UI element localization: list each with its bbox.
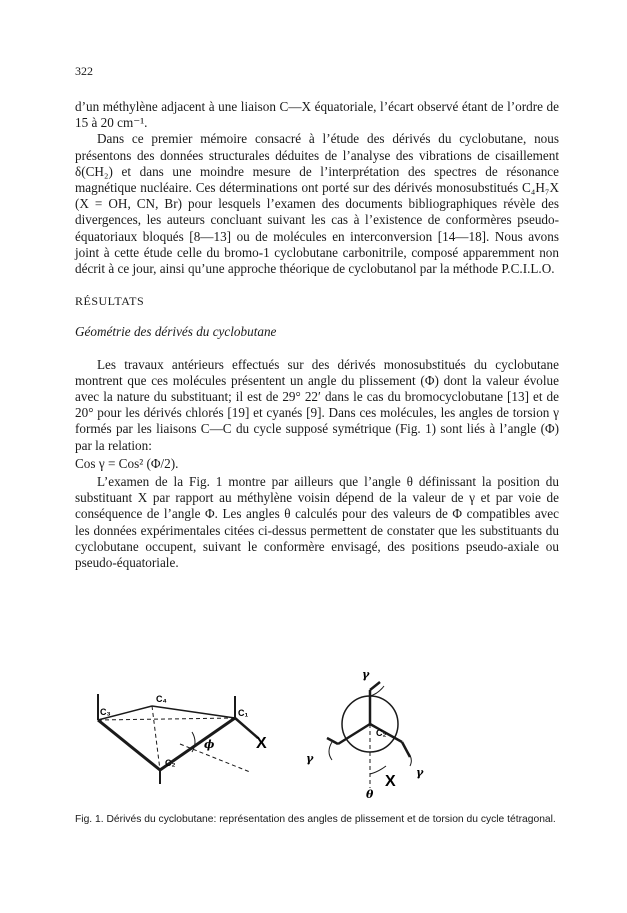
section-heading: RÉSULTATS (75, 294, 145, 309)
label-gamma-right: γ (416, 766, 424, 779)
label-c1: C₁ (238, 708, 249, 718)
label-c2: C₂ (165, 758, 176, 768)
page-number: 322 (75, 64, 93, 78)
figure-1 (80, 666, 560, 801)
label-c4: C₄ (156, 694, 167, 704)
paragraph-3: Les travaux antérieurs effectués sur des dérivés monosubstitués du cyclobutane montrent que ces molécules présentent un angle du plissement (Φ) dont la valeur évolue avec la nature du substituant; il est de 29° 22′ dans le cas du bromocyclobutane [13] et de 20° pour les dérivés chlorés [19] et cyanés [9]. Dans ces molécules, les angles de torsion γ formés par les liaisons C—C du cycle supposé symétrique (Fig. 1) sont liés à l’angle (Φ) par la relation: (75, 356, 559, 453)
figure-1-diagram (80, 666, 560, 801)
label-phi: ϕ (204, 738, 215, 751)
cyclobutane-pucker-diagram (98, 694, 258, 784)
label-gamma-left: γ (306, 752, 314, 765)
article-body (75, 99, 559, 571)
label-x-newman: X (385, 773, 396, 790)
label-c2-newman: C₂ (376, 728, 387, 738)
label-gamma-top: γ (362, 668, 370, 681)
subsection-heading: Géométrie des dérivés du cyclobutane (75, 324, 277, 340)
figure-caption: Fig. 1. Dérivés du cyclobutane: représentation des angles de plissement et de torsion du cycle tétragonal. (75, 814, 556, 825)
paragraph-1: d’un méthylène adjacent à une liaison C—X équatoriale, l’écart observé étant de l’ordre de 15 à 20 cm⁻¹. (75, 99, 559, 131)
newman-projection-diagram (327, 682, 411, 788)
equation: Cos γ = Cos² (Φ/2). (75, 455, 179, 471)
label-x-left: X (256, 735, 267, 752)
label-c3: C₃ (100, 707, 111, 717)
label-theta: θ (366, 788, 374, 801)
paragraph-4: L’examen de la Fig. 1 montre par ailleurs que l’angle θ définissant la position du substituant X par rapport au méthylène voisin dépend de la valeur de γ et par voie de conséquence de l’angle Φ. Les angles θ calculés pour des valeurs de Φ compatibles avec les données expérimentales citées ci-dessus permettent de constater que les substituants du cyclobutane occupent, suivant le conformère envisagé, des positions pseudo-axiale ou pseudo-équatoriale. (75, 474, 559, 571)
paragraph-2: Dans ce premier mémoire consacré à l’étude des dérivés du cyclobutane, nous présentons des données structurales déduites de l’analyse des vibrations de cisaillement δ(CH₂) et dans une moindre mesure de l’interprétation des spectres de résonance magnétique nucléaire. Ces déterminations ont porté sur des dérivés monosubstitués C₄H₇X (X = OH, CN, Br) pour lesquels l’examen des documents bibliographiques révèle des divergences, les auteurs concluant suivant les cas à l’existence de conformères pseudo-équatoriaux bloqués [8—13] ou de molécules en interconversion [14—18]. Nous avons joint à cette étude celle du bromo-1 cyclobutane carbonitrile, composé apparemment non décrit à ce jour, ainsi qu’une approche théorique de cyclobutanol par la méthode P.C.I.L.O. (75, 131, 559, 277)
